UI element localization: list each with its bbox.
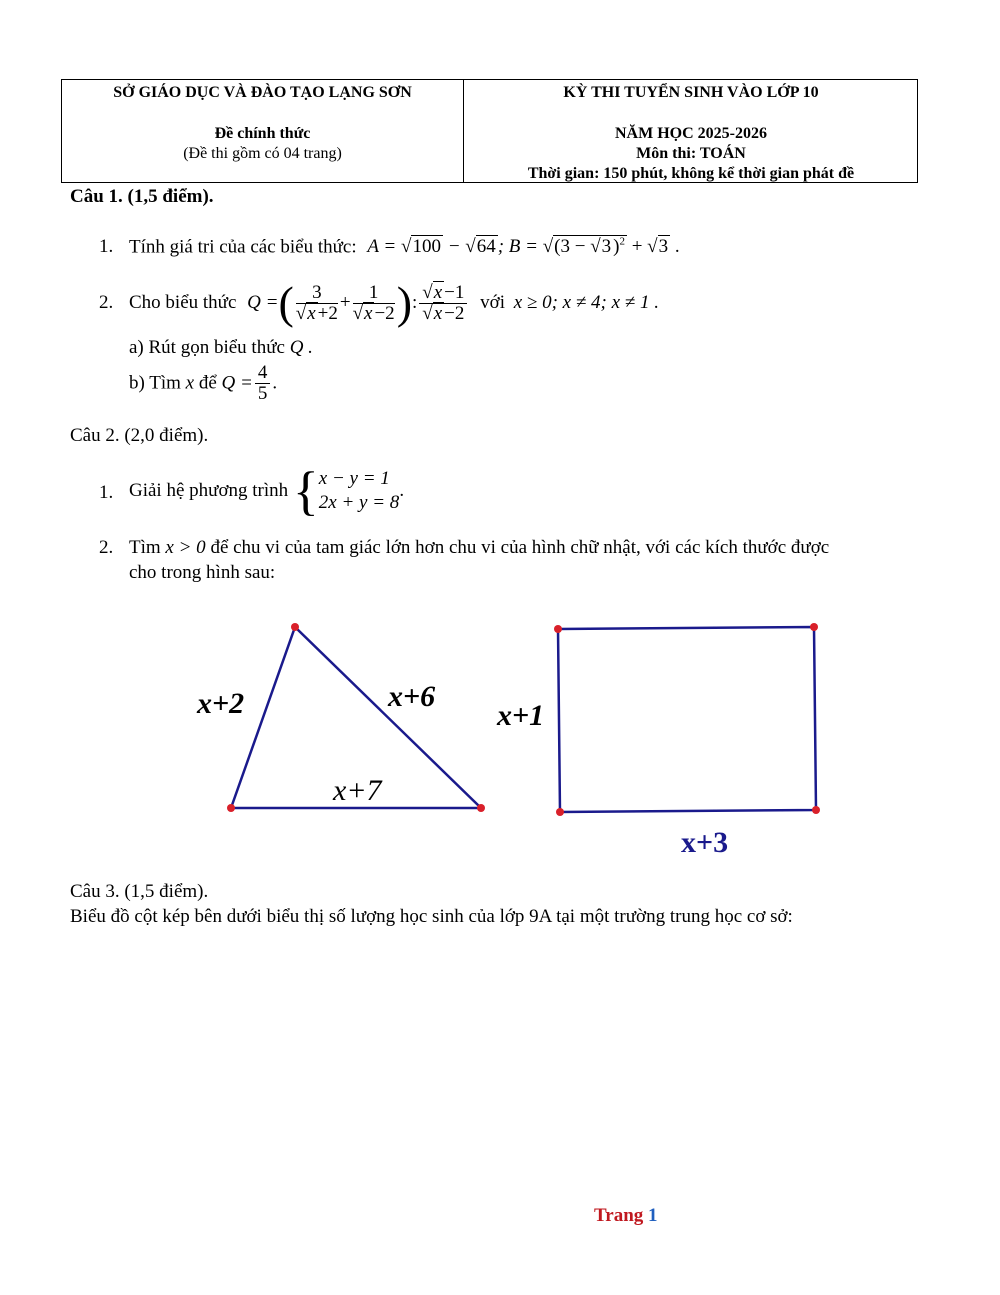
subject: Môn thi: TOÁN (636, 145, 746, 162)
triangle-left-label: x+2 (197, 687, 245, 720)
q1-item2: Cho biểu thức Q =( $\frac{3}{√x +2}$ + $\frac{1}{√x -2}$ ): $\frac{√x -1}{√x -2}$ với x ≥ 0; x ≠ 4; x ≠ 1 . (129, 277, 659, 328)
triangle-right-label: x+6 (388, 680, 436, 713)
system-brace: { (292, 461, 319, 521)
part-b-q: Q = (221, 372, 253, 394)
school-year: NĂM HỌC 2025-2026 (615, 125, 767, 142)
question-2-title: Câu 2. (2,0 điểm). (70, 425, 209, 446)
triangle-bottom-label: x+7 (333, 774, 382, 807)
rect-side-label: x+1 (497, 699, 545, 732)
question-3-text: Biểu đồ cột kép bên dưới biểu thị số lượng học sinh của lớp 9A tại một trường trung học cơ sở: (70, 906, 793, 927)
page-count-note: (Đề thi gồm có 04 trang) (183, 145, 342, 162)
q2-item2-pre: Tìm (129, 537, 161, 558)
part-b-text: b) Tìm (129, 372, 181, 394)
fraction-1: $\frac{1}{√x -2}$ (352, 281, 395, 324)
q1-item1-text: Tính giá tri của các biểu thức: (129, 236, 357, 258)
equation-2: 2x + y = 8 (318, 492, 400, 513)
triangle (196, 623, 485, 812)
part-a-text: a) Rút gọn biểu thức (129, 337, 285, 358)
condition-math: x ≥ 0; x ≠ 4; x ≠ 1 . (513, 292, 659, 313)
q2-item2 (129, 537, 829, 559)
q2-item1-text: Giải hệ phương trình (129, 480, 289, 501)
page-footer (594, 1205, 658, 1227)
q1-item2-number: 2. (99, 292, 114, 313)
q1-item2-text: Cho biểu thức (129, 292, 237, 313)
official-label: Đề chính thức (214, 125, 311, 142)
q2-item2-math: x > 0 (165, 537, 206, 558)
equation-system (319, 467, 400, 515)
question-1-title: Câu 1. (1,5 điểm). (70, 186, 214, 207)
q2-item1: Giải hệ phương trình { x − y = 1 2x + y = 8 . (129, 461, 405, 521)
q2-item2-number: 2. (99, 537, 114, 558)
q1-item1 (129, 236, 680, 258)
triangle-vertex-right (477, 804, 485, 812)
q1-part-b: b) Tìm x để Q = $\frac{4}{5}$ . (129, 362, 278, 404)
fraction-3: $\frac{3}{√x +2}$ (295, 281, 338, 324)
part-b-mid: để (198, 372, 217, 394)
rect-bottom-label: x+3 (681, 826, 729, 859)
triangle-vertex-top (291, 623, 299, 631)
footer-label: Trang (594, 1205, 644, 1226)
triangle-vertex-left (227, 804, 235, 812)
q1-item1-number: 1. (99, 236, 114, 257)
condition-label: với (480, 292, 505, 313)
footer-page-number: 1 (648, 1205, 658, 1226)
geometry-figure (0, 600, 1000, 870)
q2-item2-text-2: cho trong hình sau: (129, 562, 276, 583)
rectangle (496, 623, 820, 859)
rectangle-shape (558, 627, 816, 812)
rect-vertex-bottom-left (556, 808, 564, 816)
rect-vertex-bottom-right (812, 806, 820, 814)
q1-part-a (129, 337, 313, 359)
rect-vertex-top-right (810, 623, 818, 631)
q2-item1-number: 1. (99, 482, 114, 503)
time-limit: Thời gian: 150 phút, không kể thời gian phát đề (527, 165, 855, 182)
exam-header (61, 79, 918, 183)
exam-title: KỲ THI TUYỂN SINH VÀO LỚP 10 (563, 84, 819, 101)
part-a-var: Q . (289, 337, 313, 358)
expression-a: A = √100 − √64 ; B = √(3 − √3 )$^2$ + √3 . (367, 236, 680, 258)
q2-item2-text: để chu vi của tam giác lớn hơn chu vi của hình chữ nhật, với các kích thước được (210, 537, 830, 558)
department-name: SỞ GIÁO DỤC VÀ ĐÀO TẠO LẠNG SƠN (113, 84, 412, 101)
fraction-4-5: $\frac{4}{5}$ (255, 363, 271, 404)
question-3-title: Câu 3. (1,5 điểm). (70, 881, 209, 902)
part-b-var-x: x (185, 372, 195, 394)
expression-q: Q = (247, 292, 279, 313)
equation-1: x − y = 1 (318, 468, 390, 489)
rect-vertex-top-left (554, 625, 562, 633)
fraction-sqrt: $\frac{√x -1}{√x -2}$ (419, 283, 467, 324)
